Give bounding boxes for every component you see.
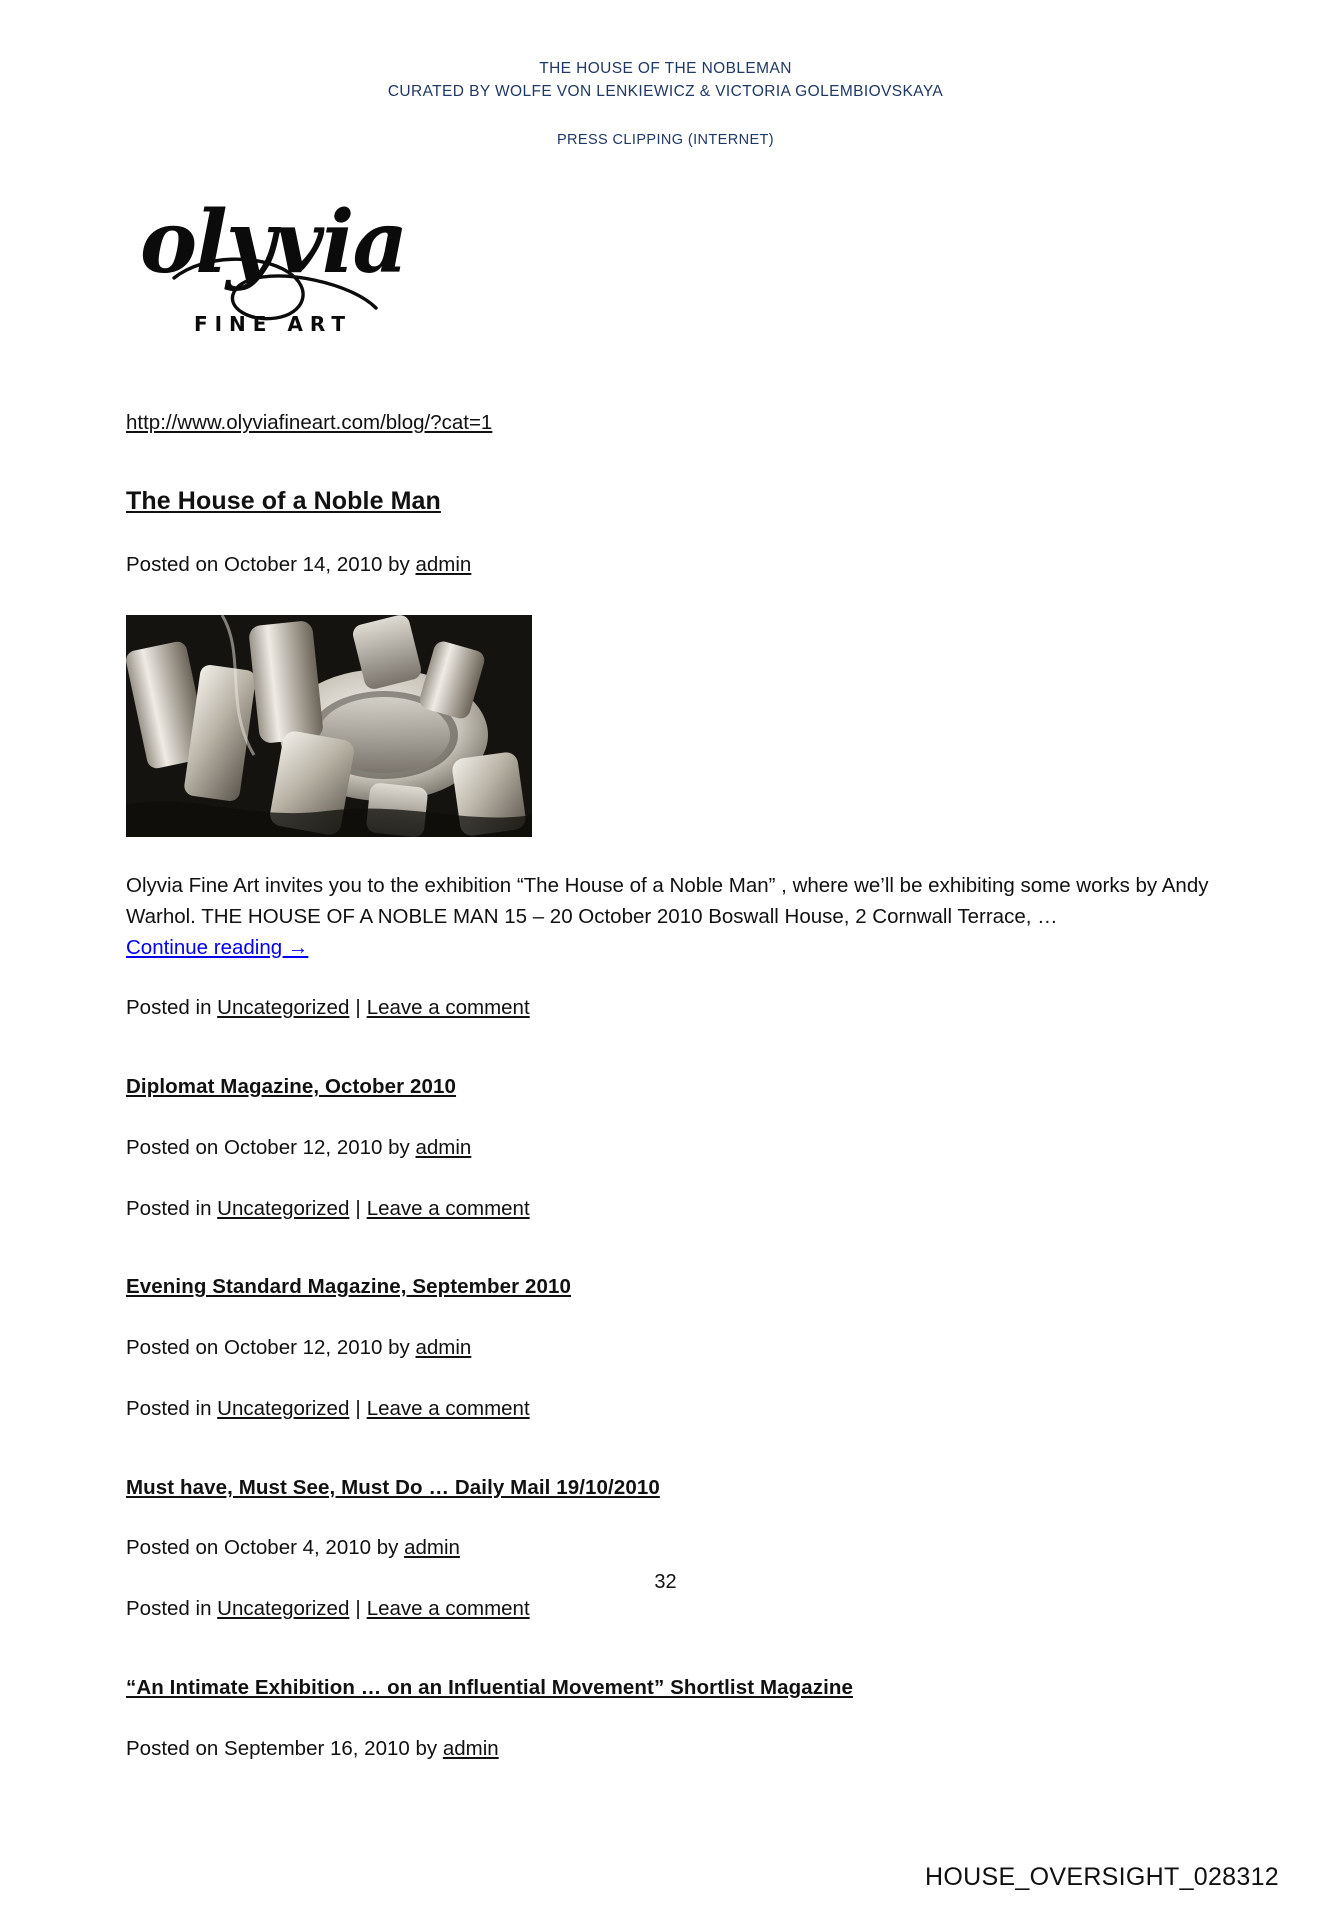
post-date: Posted on September 16, 2010 by [126,1736,443,1760]
blog-url-link[interactable]: http://www.olyviafineart.com/blog/?cat=1 [126,411,493,434]
olyvia-logo [128,192,418,336]
document-header [0,58,1331,151]
post-meta [126,1133,1266,1164]
logo-subtitle: FINE ART [193,312,353,336]
post-meta [126,1734,1266,1765]
post-date: Posted on October 12, 2010 by [126,1135,416,1159]
leave-comment-link[interactable]: Leave a comment [366,1396,530,1420]
post-title[interactable]: Must have, Must See, Must Do … Daily Mail 19/10/2010 [126,1475,660,1499]
post-thumbnail[interactable] [126,615,532,837]
posted-in-label: Posted in [126,996,218,1020]
post-title[interactable]: Diplomat Magazine, October 2010 [126,1075,457,1098]
page-number: 32 [654,1571,677,1593]
post-meta [126,550,1266,581]
logo-wordmark: olyvia [139,192,407,293]
bates-number: HOUSE_OVERSIGHT_028312 [925,1863,1279,1891]
leave-comment-link[interactable]: Leave a comment [366,996,530,1020]
post-date: Posted on October 14, 2010 by [126,553,416,577]
post-author-link[interactable]: admin [415,1336,472,1359]
blog-post [126,1673,1266,1765]
post-footer [126,993,1266,1024]
footer-separator: | [355,1196,361,1220]
header-press-clipping-label: PRESS CLIPPING (INTERNET) [556,131,775,148]
post-date: Posted on October 4, 2010 by [126,1536,405,1560]
post-author-link[interactable]: admin [415,1135,472,1159]
silver-vessels-photo [126,615,532,837]
blog-post [126,1272,1266,1424]
post-excerpt [126,871,1266,963]
category-link[interactable]: Uncategorized [217,1196,350,1220]
footer-separator: | [355,1396,361,1420]
header-curators: CURATED BY WOLFE VON LENKIEWICZ & VICTORIA GOLEMBIOVSKAYA [387,83,944,101]
posted-in-label: Posted in [126,1196,218,1220]
post-footer [126,1194,1266,1225]
posted-in-label: Posted in [126,1396,218,1420]
category-link[interactable]: Uncategorized [217,1597,350,1620]
category-link[interactable]: Uncategorized [217,1396,350,1420]
blog-post [126,1473,1266,1625]
blog-content [126,408,1266,1764]
post-meta [126,1333,1266,1364]
posted-in-label: Posted in [126,1597,218,1620]
post-author-link[interactable]: admin [404,1536,460,1560]
post-title[interactable]: “An Intimate Exhibition … on an Influential Movement” Shortlist Magazine [126,1675,854,1699]
blog-post [126,483,1266,1024]
post-title[interactable]: The House of a Noble Man [126,486,441,515]
post-excerpt-text: Olyvia Fine Art invites you to the exhibition “The House of a Noble Man” , where we’ll be exhibiting some works by Andy Warhol. THE HOUSE OF A NOBLE MAN 15 – 20 October 2010 Boswall House, 2 Cornwall Terrace, … [126,874,1209,928]
post-title[interactable]: Evening Standard Magazine, September 2010 [126,1275,571,1299]
category-link[interactable]: Uncategorized [217,996,350,1020]
post-author-link[interactable]: admin [415,553,472,577]
footer-separator: | [355,1597,361,1620]
header-exhibition-title: THE HOUSE OF THE NOBLEMAN [539,60,792,77]
leave-comment-link[interactable]: Leave a comment [366,1597,530,1620]
continue-reading-link[interactable]: Continue reading → [126,935,309,959]
post-author-link[interactable]: admin [442,1736,499,1760]
blog-post [126,1072,1266,1224]
post-date: Posted on October 12, 2010 by [126,1336,416,1359]
post-meta [126,1533,1266,1564]
post-footer [126,1594,1266,1625]
post-footer [126,1394,1266,1425]
footer-separator: | [355,996,361,1020]
leave-comment-link[interactable]: Leave a comment [366,1196,530,1220]
